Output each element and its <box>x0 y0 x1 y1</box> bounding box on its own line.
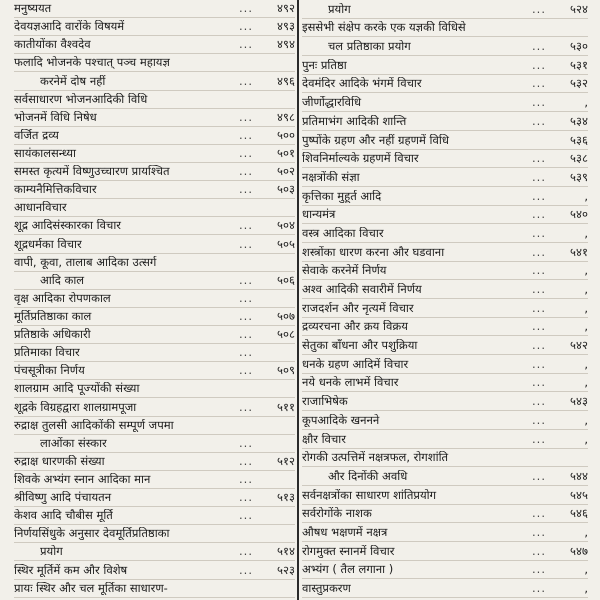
leader-dots: ... <box>239 435 253 450</box>
leader-dots: ... <box>239 218 253 233</box>
leader-dots: ... <box>239 164 253 179</box>
leader-dots: ... <box>239 73 253 88</box>
index-entry <box>14 308 295 326</box>
page-number: ५१२ <box>277 453 295 468</box>
page-number: , <box>584 95 588 110</box>
page-number: ५४६ <box>570 506 588 521</box>
page-number: ५०२ <box>277 164 295 179</box>
index-entry <box>14 290 295 308</box>
page-number: ५०७ <box>277 308 295 323</box>
entry-title: रोगमुक्त स्नानमें विचार <box>302 544 395 558</box>
page-number: ५०५ <box>277 236 295 251</box>
index-entry <box>302 224 588 243</box>
entry-title: अभ्यंग ( तैल लगाना ) <box>302 563 394 577</box>
left-index-column <box>14 0 295 600</box>
leader-dots: ... <box>532 188 546 203</box>
entry-title: श्रीविष्णु आदि पंचायतन <box>14 491 112 505</box>
index-entry <box>14 272 295 290</box>
entry-title: राजाभिषेक <box>302 395 348 409</box>
leader-dots: ... <box>239 182 253 197</box>
entry-title: सर्वरोगोंके नाशक <box>302 507 372 521</box>
page-number: ५०४ <box>277 218 295 233</box>
page-number: ५४० <box>570 207 588 222</box>
entry-title: अश्व आदिकी सवारीमें निर्णय <box>302 283 422 296</box>
page-number: , <box>584 225 588 240</box>
entry-title: निर्णयसिंधुके अनुसार देवमूर्तिप्रतिष्ठाका <box>14 527 170 541</box>
entry-title: वस्त्र आदिका विचार <box>302 226 384 240</box>
index-entry <box>14 362 295 380</box>
leader-dots: ... <box>532 543 546 558</box>
index-entry <box>302 0 588 19</box>
entry-title: नये धनके लाभमें विचार <box>302 376 399 390</box>
entry-title: चल प्रतिष्ठाका प्रयोग <box>328 40 411 54</box>
entry-title: प्रतिष्ठाके अधिकारी <box>14 328 91 342</box>
index-entry <box>302 579 588 598</box>
index-entry <box>14 235 295 253</box>
index-entry <box>302 523 588 542</box>
page-number: , <box>584 524 588 539</box>
page-number: ५४५ <box>570 487 588 502</box>
entry-title: स्थिर मूर्तिमें कम और विशेष <box>14 563 128 577</box>
entry-title: पुष्पोंके ग्रहण और नहीं ग्रहणमें विधि <box>302 133 449 147</box>
leader-dots: ... <box>239 37 253 52</box>
leader-dots: ... <box>239 109 253 124</box>
entry-title: और दिनोंकी अवधि <box>328 469 408 483</box>
page-number: ५३१ <box>570 57 588 72</box>
index-entry <box>302 467 588 486</box>
leader-dots: ... <box>239 490 253 505</box>
page-number: , <box>584 356 588 371</box>
entry-title: लाओंका संस्कार <box>40 436 107 450</box>
page-number: ५३८ <box>570 151 588 166</box>
page-number: ४९८ <box>277 109 295 124</box>
entry-title: क्षौर विचार <box>302 432 346 446</box>
page-number: , <box>584 282 588 296</box>
index-entry <box>14 0 295 18</box>
entry-title: राजदर्शन और नृत्यमें विचार <box>302 301 414 315</box>
entry-title: सायंकालसन्ध्या <box>14 146 76 160</box>
entry-title: औषध भक्षणमें नक्षत्र <box>302 525 388 539</box>
index-entry <box>14 254 295 272</box>
page-number: ४९४ <box>277 37 295 52</box>
entry-title: शस्त्रोंका धारण करना और घडवाना <box>302 245 445 259</box>
leader-dots: ... <box>532 57 546 72</box>
page-number: ५१३ <box>277 490 295 505</box>
entry-title: प्रतिमाभंग आदिकी शान्ति <box>302 114 407 128</box>
page-number: ४९३ <box>277 19 295 34</box>
entry-title: फलादि भोजनके पश्चात् पञ्च महायज्ञ <box>14 56 170 70</box>
page-number: , <box>584 300 588 315</box>
entry-title: धान्यमंत्र <box>302 208 336 222</box>
entry-title: वास्तुप्रकरण <box>302 582 351 595</box>
index-entry <box>14 163 295 181</box>
leader-dots: ... <box>532 431 546 446</box>
page-number: ५०६ <box>277 272 295 287</box>
index-entry <box>302 37 588 56</box>
entry-title: कृत्तिका मुहूर्त आदि <box>302 189 382 203</box>
index-entry <box>302 75 588 94</box>
leader-dots: ... <box>239 562 253 577</box>
leader-dots: ... <box>532 39 546 54</box>
entry-title: द्रव्यरचना और क्रय विक्रय <box>302 320 408 334</box>
leader-dots: ... <box>532 562 546 577</box>
entry-title: प्रयोग <box>40 545 63 559</box>
leader-dots: ... <box>532 581 546 595</box>
leader-dots: ... <box>532 113 546 128</box>
leader-dots: ... <box>532 524 546 539</box>
leader-dots: ... <box>532 394 546 409</box>
index-entry <box>14 453 295 471</box>
index-entry <box>302 299 588 318</box>
entry-title: कूपआदिके खननने <box>302 413 380 427</box>
index-entry <box>302 206 588 225</box>
index-entry <box>302 131 588 150</box>
page-number: ५४२ <box>570 338 588 353</box>
entry-title: वर्जित द्रव्य <box>14 128 59 142</box>
leader-dots: ... <box>239 127 253 142</box>
page-number: ५४१ <box>570 244 588 259</box>
index-entry <box>14 54 295 72</box>
index-entry <box>302 56 588 75</box>
index-entry <box>14 525 295 543</box>
leader-dots: ... <box>532 375 546 390</box>
entry-title: शूद्रधर्मका विचार <box>14 237 82 251</box>
index-entry <box>14 199 295 217</box>
entry-title: वृक्ष आदिका रोपणकाल <box>14 291 111 305</box>
index-entry <box>302 318 588 337</box>
page-number: ५३४ <box>570 113 588 128</box>
entry-title: कातीयोंका वैश्वदेव <box>14 38 91 52</box>
index-entry <box>14 489 295 507</box>
leader-dots: ... <box>532 1 546 16</box>
entry-title: शूद्र आदिसंस्कारका विचार <box>14 219 122 233</box>
page-number: , <box>584 412 588 427</box>
entry-title: शिवके अभ्यंग स्नान आदिका मान <box>14 472 151 486</box>
index-entry <box>302 355 588 374</box>
index-entry <box>302 168 588 187</box>
page-number: ५११ <box>277 399 295 414</box>
entry-title: शालग्राम आदि पूज्योंकी संख्या <box>14 382 140 396</box>
index-entry <box>302 112 588 131</box>
index-entry <box>302 430 588 449</box>
entry-title: देवमंदिर आदिके भंगमें विचार <box>302 77 422 91</box>
index-entry <box>14 435 295 453</box>
entry-title: इससेभी संक्षेप करके एक यज्ञकी विधिसे <box>302 21 466 35</box>
entry-title: प्रयोग <box>328 2 351 16</box>
index-entry <box>302 19 588 38</box>
index-entry <box>302 505 588 524</box>
index-entry <box>302 262 588 281</box>
leader-dots: ... <box>532 225 546 240</box>
leader-dots: ... <box>532 76 546 91</box>
index-entry <box>14 127 295 145</box>
leader-dots: ... <box>532 282 546 296</box>
leader-dots: ... <box>532 300 546 315</box>
page-number: ४९६ <box>277 73 295 88</box>
leader-dots: ... <box>239 290 253 305</box>
index-entry <box>14 91 295 109</box>
page-number: , <box>584 562 588 577</box>
index-entry <box>14 580 295 598</box>
index-entry <box>14 18 295 36</box>
index-entry <box>14 344 295 362</box>
entry-title: प्रतिमाका विचार <box>14 346 80 360</box>
index-entry <box>14 507 295 525</box>
leader-dots: ... <box>532 338 546 353</box>
leader-dots: ... <box>239 544 253 559</box>
leader-dots: ... <box>532 506 546 521</box>
index-entry <box>14 72 295 90</box>
index-entry <box>302 392 588 411</box>
index-entry <box>14 36 295 54</box>
column-divider <box>297 0 299 600</box>
page-number: ५०३ <box>277 182 295 197</box>
index-entry <box>14 471 295 489</box>
entry-title: काम्यनैमित्तिकविचार <box>14 183 97 197</box>
entry-title: देवयज्ञआदि वारोंके विषयमें <box>14 20 125 34</box>
index-entry <box>302 93 588 112</box>
index-entry <box>302 336 588 355</box>
index-entry <box>302 243 588 262</box>
entry-title: केशव आदि चौबीस मूर्ति <box>14 509 113 523</box>
leader-dots: ... <box>239 471 253 486</box>
page-number: ५४३ <box>570 394 588 409</box>
index-entry <box>14 561 295 579</box>
entry-title: शिवनिर्माल्यके ग्रहणमें विचार <box>302 152 419 166</box>
leader-dots: ... <box>239 363 253 378</box>
entry-title: जीर्णोद्धारविधि <box>302 96 362 110</box>
page-number: ५२४ <box>570 1 588 16</box>
index-entry <box>14 380 295 398</box>
leader-dots: ... <box>239 145 253 160</box>
index-entry <box>14 217 295 235</box>
leader-dots: ... <box>532 207 546 222</box>
index-entry <box>14 398 295 416</box>
page-number: ५०९ <box>277 363 295 378</box>
page-number: ५३६ <box>570 132 588 147</box>
page-number: ५३२ <box>570 76 588 91</box>
entry-title: आधानविचार <box>14 201 67 215</box>
index-entry <box>302 374 588 393</box>
entry-title: शूद्रके विग्रहद्वारा शालग्रामपूजा <box>14 400 137 414</box>
leader-dots: ... <box>532 244 546 259</box>
page-number: , <box>584 431 588 446</box>
entry-title: धनके ग्रहण आदिमें विचार <box>302 357 409 371</box>
leader-dots: ... <box>532 263 546 278</box>
entry-title: सेवाके करनेमें निर्णय <box>302 264 387 278</box>
leader-dots: ... <box>532 169 546 184</box>
page-number: ५३९ <box>570 169 588 184</box>
index-entry <box>302 449 588 468</box>
page-number: ५१४ <box>277 544 295 559</box>
page-number: , <box>584 263 588 278</box>
page-number: , <box>584 319 588 334</box>
index-entry <box>14 326 295 344</box>
index-entry <box>14 543 295 561</box>
entry-title: समस्त कृत्यमें विष्णुउच्चारण प्रायश्चित <box>14 165 170 179</box>
leader-dots: ... <box>239 399 253 414</box>
entry-title: करनेमें दोष नहीं <box>40 74 106 88</box>
index-entry <box>302 280 588 299</box>
leader-dots: ... <box>532 319 546 334</box>
index-entry <box>14 181 295 199</box>
entry-title: नक्षत्रोंकी संज्ञा <box>302 170 360 184</box>
entry-title: रुद्राक्ष तुलसी आदिकोंकी सम्पूर्ण जपमा <box>14 418 174 432</box>
index-entry <box>302 542 588 561</box>
entry-title: पंचसूत्रीका निर्णय <box>14 364 85 378</box>
page-number: ५४४ <box>570 468 588 483</box>
entry-title: रुद्राक्ष धारणकी संख्या <box>14 454 105 468</box>
entry-title: सर्वसाधारण भोजनआदिकी विधि <box>14 92 148 106</box>
leader-dots: ... <box>532 151 546 166</box>
entry-title: मूर्तिप्रतिष्ठाका काल <box>14 309 92 323</box>
right-index-column <box>302 0 588 600</box>
entry-title: पुनः प्रतिष्ठा <box>302 58 347 72</box>
index-entry <box>302 561 588 580</box>
entry-title: वापी, कूवा, तालाब आदिका उत्सर्ग <box>14 255 157 269</box>
leader-dots: ... <box>532 412 546 427</box>
leader-dots: ... <box>239 308 253 323</box>
leader-dots: ... <box>239 327 253 342</box>
leader-dots: ... <box>239 272 253 287</box>
index-entry <box>302 411 588 430</box>
leader-dots: ... <box>239 236 253 251</box>
leader-dots: ... <box>239 453 253 468</box>
index-entry <box>302 150 588 169</box>
page-number: , <box>584 375 588 390</box>
entry-title: सर्वनक्षत्रोंका साधारण शांतिप्रयोग <box>302 488 437 502</box>
page-number: ५३० <box>570 39 588 54</box>
page-number: ५२३ <box>277 562 295 577</box>
index-entry <box>302 187 588 206</box>
page-number: ५०१ <box>277 145 295 160</box>
page-number: ४९२ <box>277 1 295 16</box>
page-number: ५४७ <box>570 543 588 558</box>
page-number: ५०० <box>277 127 295 142</box>
page-number: , <box>584 188 588 203</box>
index-entry <box>14 145 295 163</box>
index-entry <box>302 486 588 505</box>
page-number: , <box>584 581 588 595</box>
leader-dots: ... <box>239 1 253 16</box>
entry-title: रोगकी उत्पत्तिमें नक्षत्रफल, रोगशांति <box>302 451 449 465</box>
index-entry <box>14 417 295 435</box>
leader-dots: ... <box>532 468 546 483</box>
index-entry <box>14 109 295 127</box>
entry-title: मनुष्ययत <box>14 2 52 16</box>
leader-dots: ... <box>532 356 546 371</box>
leader-dots: ... <box>239 508 253 523</box>
entry-title: आदि काल <box>40 273 85 287</box>
leader-dots: ... <box>532 95 546 110</box>
entry-title: प्रायः स्थिर और चल मूर्तिका साधारण- <box>14 581 168 595</box>
page-number: ५०८ <box>277 327 295 342</box>
leader-dots: ... <box>239 19 253 34</box>
entry-title: सेतुका बाँधना और पशुक्रिया <box>302 339 418 353</box>
entry-title: भोजनमें विधि निषेध <box>14 110 97 124</box>
leader-dots: ... <box>239 345 253 360</box>
